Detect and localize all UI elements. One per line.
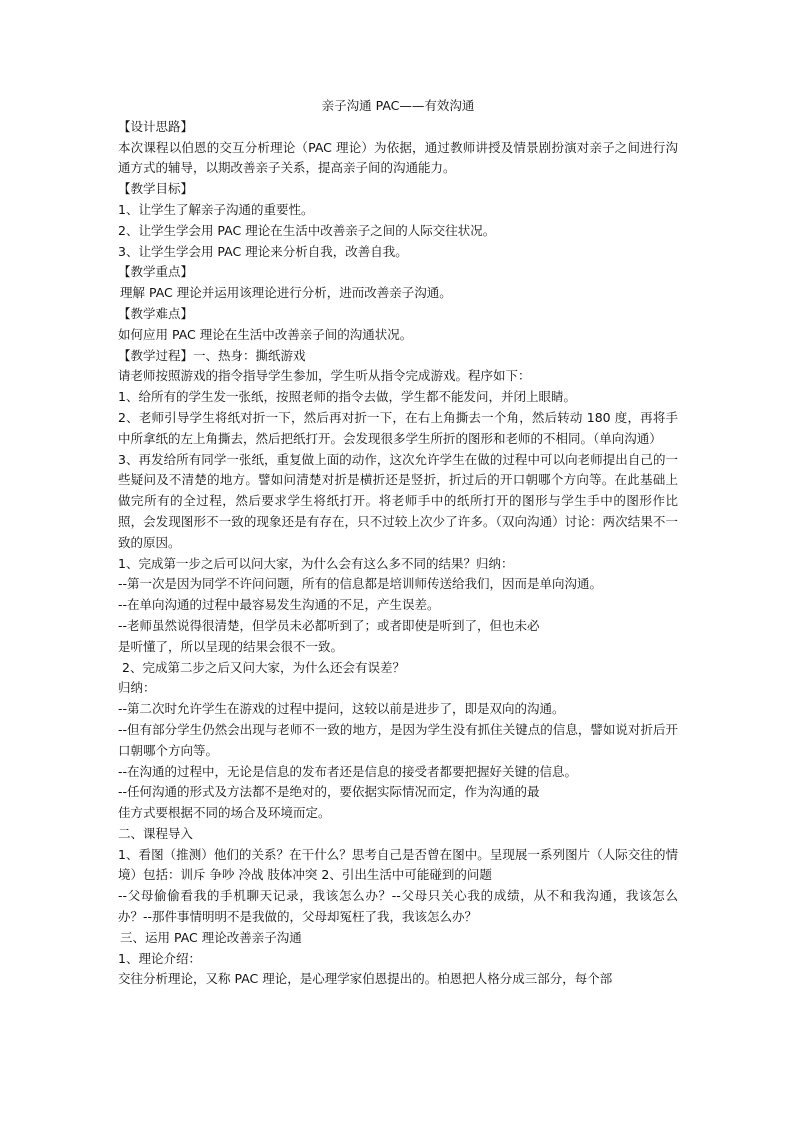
- paragraph-line: --任何沟通的形式及方法都不是绝对的，要依据实际情况而定，作为沟通的最: [118, 784, 540, 800]
- paragraph-line: 【设计思路】: [118, 118, 194, 134]
- document-body: [118, 96, 678, 990]
- paragraph-line: 3、再发给所有同学一张纸，重复做上面的动作，这次允许学生在做的过程中可以向老师提出自己的一些疑问及不清楚的地方。譬如问清楚对折是横折还是竖折，折过后的开口朝哪个方向等。在此基础上做完所有的全过程，然后要求学生将纸打开。将老师手中的纸所打开的图形与学生手中的图形作比照，会发现图形不一致的现象还是有存在，只不过较上次少了许多。（双向沟通）讨论：两次结果不一致的原因。: [118, 451, 678, 550]
- paragraph-line: 佳方式要根据不同的场合及环境而定。: [118, 805, 331, 821]
- paragraph-line: --但有部分学生仍然会出现与老师不一致的地方，是因为学生没有抓住关键点的信息，譬如说对折后开口朝哪个方向等。: [118, 721, 678, 758]
- paragraph-line: 交往分析理论，又称 PAC 理论，是心理学家伯恩提出的。柏恩把人格分成三部分，每个部: [118, 971, 613, 987]
- paragraph-line: 【教学重点】: [118, 264, 194, 280]
- paragraph-line: 如何应用 PAC 理论在生活中改善亲子间的沟通状况。: [118, 326, 413, 342]
- paragraph-line: 1、理论介绍：: [118, 950, 201, 966]
- paragraph-line: 二、课程导入: [118, 825, 194, 841]
- paragraph-line: --第一次是因为同学不许问问题，所有的信息都是培训师传送给我们，因而是单向沟通。: [118, 576, 603, 592]
- paragraph-line: 2、老师引导学生将纸对折一下，然后再对折一下，在右上角撕去一个角，然后转动 180 度，再将手中所拿纸的左上角撕去，然后把纸打开。会发现很多学生所折的图形和老师的不相同。（单向沟通）: [118, 409, 678, 446]
- paragraph-line: 请老师按照游戏的指令指导学生参加，学生听从指令完成游戏。程序如下：: [118, 368, 531, 384]
- paragraph-line: 1、让学生了解亲子沟通的重要性。: [118, 201, 314, 217]
- paragraph-line: 1、给所有的学生发一张纸，按照老师的指令去做，学生都不能发问，并闭上眼睛。: [118, 389, 576, 405]
- document-title: 亲子沟通 PAC——有效沟通: [321, 98, 475, 113]
- paragraph-line: 【教学难点】: [118, 305, 194, 321]
- paragraph-line: 是听懂了，所以呈现的结果会很不一致。: [118, 638, 344, 654]
- paragraph-line: --在单向沟通的过程中最容易发生沟通的不足，产生误差。: [118, 597, 440, 613]
- paragraph-line: 【教学过程】一、热身：撕纸游戏: [118, 347, 306, 363]
- paragraph-line: 2、让学生学会用 PAC 理论在生活中改善亲子之间的人际交往状况。: [118, 222, 496, 238]
- paragraph-line: 1、看图（推测）他们的关系？在干什么？思考自己是否曾在图中。呈现展一系列图片（人际交往的情境）包括：训斥 争吵 冷战 肢体冲突 2、引出生活中可能碰到的问题: [118, 846, 678, 883]
- paragraph-line: --老师虽然说得很清楚，但学员未必都听到了；或者即使是听到了，但也未必: [118, 617, 540, 633]
- paragraph-line: --父母偷偷看我的手机聊天记录，我该怎么办？--父母只关心我的成绩，从不和我沟通，我该怎么办？--那件事情明明不是我做的，父母却冤枉了我，我该怎么办？: [118, 888, 678, 925]
- paragraph-line: --第二次时允许学生在游戏的过程中提问，这较以前是进步了，即是双向的沟通。: [118, 701, 565, 717]
- paragraph-line: 【教学目标】: [118, 181, 194, 197]
- paragraph-line: 三、运用 PAC 理论改善亲子沟通: [120, 929, 302, 945]
- paragraph-line: 本次课程以伯恩的交互分析理论（PAC 理论）为依据，通过教师讲授及情景剧扮演对亲子之间进行沟通方式的辅导，以期改善亲子关系，提高亲子间的沟通能力。: [118, 139, 678, 176]
- paragraph-line: 理解 PAC 理论并运用该理论进行分析，进而改善亲子沟通。: [120, 285, 452, 301]
- paragraph-line: 1、完成第一步之后可以问大家，为什么会有这么多不同的结果？归纳：: [118, 555, 514, 571]
- paragraph-line: 归纳：: [118, 680, 156, 696]
- paragraph-line: --在沟通的过程中，无论是信息的发布者还是信息的接受者都要把握好关键的信息。: [118, 763, 578, 779]
- paragraph-line: 2、完成第二步之后又问大家，为什么还会有误差？: [122, 659, 405, 675]
- paragraph-line: 3、让学生学会用 PAC 理论来分析自我，改善自我。: [118, 243, 408, 259]
